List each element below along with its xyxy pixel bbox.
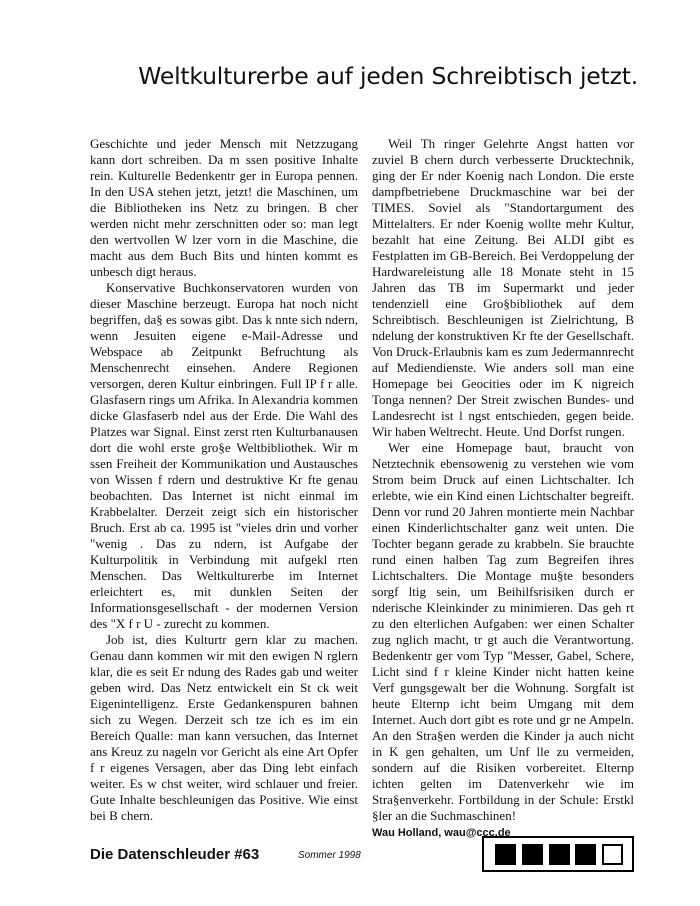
block-filled-1 (495, 844, 516, 865)
paragraph: Wer eine Homepage baut, braucht von Netztechnik ebensowenig zu verstehen wie vom Strom beim Druck auf einen Lichtschalter. Ich erlebte, wie ein Kind einen Lichtschalter begreift. Denn vor rund 20 Jahren montierte mein Nachbar einen Kinderlichtschalter ganz weit unten. Die Tochter begann gerade zu krabbeln. Sie brauchte rund einen halben Tag zum Begreifen ihres Lichtschalters. Die Montage mu§te besonders sorgf ltig sein, um Beihilfsrisiken durch er nderische Kleinkinder zu minimieren. Das geh rt zu den elterlichen Aufgaben: wer einen Schalter zug nglich macht, tr gt auch die Verantwortung. Bedenkentr ger vom Typ "Messer, Gabel, Schere, Licht sind f r kleine Kinder nicht hatten keine Verf gungsgewalt ber die Wohnung. Sorgfalt ist heute Elternp icht beim Umgang mit dem Internet. Auch dort gibt es rote und gr ne Ampeln. An den Stra§en werden die Kinder ja auch nicht in K gen gehalten, um Unf lle zu vermeiden, sondern auf die Risiken vorbereitet. Elternp ichten gelten im Datenverkehr wie im Stra§enverkehr. Fortbildung in der Schule: Erstkl §ler an die Suchmaschinen! (372, 440, 634, 823)
block-filled-4 (575, 844, 596, 865)
article-title: Weltkulturerbe auf jeden Schreibtisch jetzt. (138, 62, 638, 90)
paragraph: Konservative Buchkonservatoren wurden von dieser Maschine berzeugt. Europa hat noch nicht begriffen, da§ es sowas gibt. Das k nnte sich ndern, wenn Jesuiten eigene e-Mail-Adresse und Webspace ab Zeitpunkt Befruchtung als Menschenrecht einsehen. Andere Regionen versorgen, deren Kultur einbringen. Full IP f r alle. Glasfasern rings um Afrika. In Alexandria kommen dicke Glasfaserb ndel aus der Erde. Die Wahl des Platzes war Signal. Einst zerst rten Kulturbanausen dort die wohl erste gro§e Weltbibliothek. Wir m ssen Freiheit der Kommunikation und Austausches von Wissen f rdern und destruktive Kr fte genau beobachten. Das Internet ist nicht einmal im Krabbelalter. Derzeit zeigt sich ein historischer Bruch. Erst ab ca. 1995 ist "vieles drin und vorher "wenig . Das zu ndern, ist Aufgabe der Kulturpolitik in Verbindung mit aufgekl rten Menschen. Das Weltkulturerbe im Internet erleichtert es, mit dunklen Seiten der Informationsgesellschaft - der modernen Version des "X f r U - zurecht zu kommen. (90, 280, 358, 631)
author-signature: Wau Holland, wau@ccc.de (372, 827, 511, 839)
publication-name: Die Datenschleuder #63 (90, 846, 260, 863)
block-filled-2 (522, 844, 543, 865)
paragraph: Weil Th ringer Gelehrte Angst hatten vor zuviel B chern durch verbesserte Drucktechnik, ging der Er nder Koenig nach London. Die erste dampfbetriebene Druckmaschine war bei der TIMES. Soviel als "Standortargument des Mittelalters. Er nder Koenig wollte mehr Kultur, bezahlt hat eine Zeitung. Bei ALDI gibt es Festplatten im GB-Bereich. Bei Verdoppelung der Hardwareleistung alle 18 Monate steht in 15 Jahren das TB im Supermarkt und jeder tendenziell eine Gro§bibliothek auf dem Schreibtisch. Beschleunigen ist Zielrichtung, B ndelung der konstruktiven Kr fte der Gesellschaft. Von Druck-Erlaubnis kam es zum Jedermannrecht auf Mediendienste. Wie anders soll man eine Homepage bei Geocities oder im K nigreich Tonga nennen? Der Streit zwischen Bundes- und Landesrecht ist l ngst entschieden, gegen beide. Wir haben Weltrecht. Heute. Und Dorfst rungen. (372, 136, 634, 439)
block-filled-3 (549, 844, 570, 865)
block-empty (602, 844, 623, 865)
left-column (90, 136, 358, 824)
issue-date: Sommer 1998 (298, 850, 361, 861)
right-column (372, 136, 634, 841)
page-marker-blocks (482, 836, 634, 872)
paragraph: Geschichte und jeder Mensch mit Netzzugang kann dort schreiben. Da m ssen positive Inhalte rein. Kulturelle Bedenkentr ger in Europa pennen. In den USA stehen jetzt, jetzt! die Maschinen, um die Bibliotheken ins Netz zu bringen. B cher werden nicht mehr zerschnitten oder so: man legt den wertvollen W lzer vorn in die Maschine, die macht aus dem Buch Bits und hinten kommt es unbesch digt heraus. (90, 136, 358, 279)
paragraph: Job ist, dies Kulturtr gern klar zu machen. Genau dann kommen wir mit den ewigen N rglern klar, die es seit Er ndung des Rades gab und weiter geben wird. Das Netz entwickelt ein St ck weit Eigenintelligenz. Erste Gedankenspuren bahnen sich zu Wegen. Derzeit sch tze ich es im ein Bereich Qualle: man kann versuchen, das Internet ans Kreuz zu nageln vor Gericht als eine Art Opfer f r eigenes Versagen, aber das Ding lebt einfach weiter. Es w chst weiter, wird schlauer und freier. Gute Inhalte beschleunigen das Positive. Wie einst bei B chern. (90, 632, 358, 823)
